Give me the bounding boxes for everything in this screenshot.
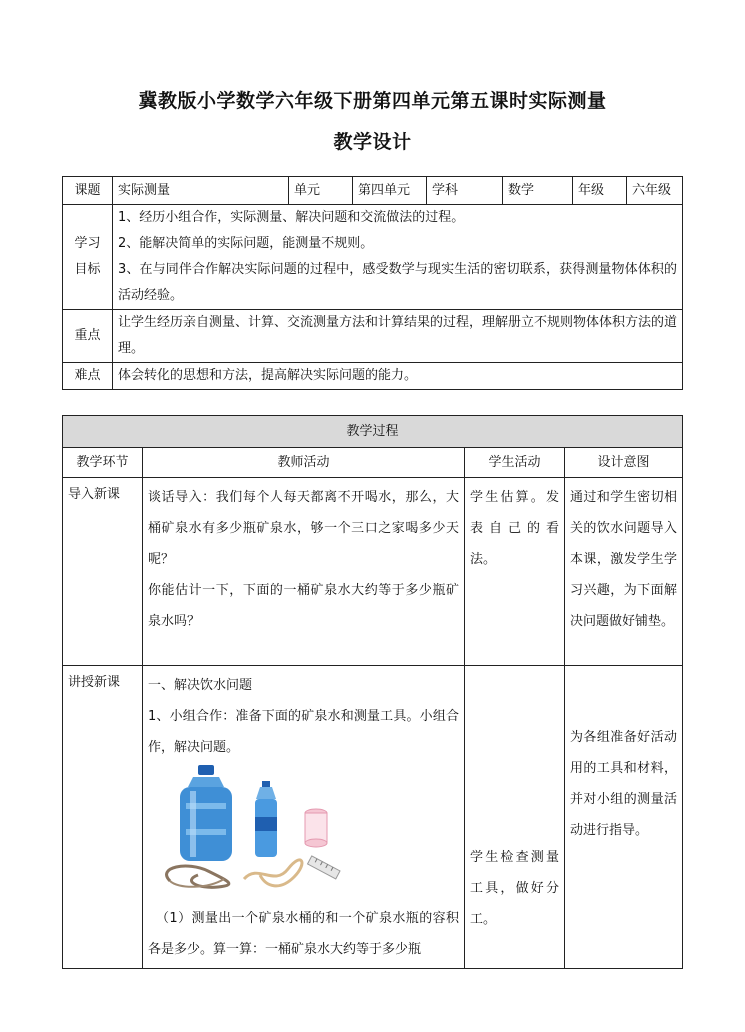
goals-content (113, 205, 683, 310)
column-stage: 教学环节 (63, 448, 143, 478)
topic-value: 实际测量 (113, 177, 289, 205)
student-intro: 学生估算。发表自己的看法。 (465, 478, 565, 666)
teaching-process-table (62, 415, 683, 969)
stage-new: 讲授新课 (63, 666, 143, 969)
teacher-paragraph: 1、小组合作：准备下面的矿泉水和测量工具。小组合作，解决问题。 (148, 709, 459, 755)
topic-label: 课题 (63, 177, 113, 205)
subject-value: 数学 (503, 177, 573, 205)
teacher-intro (143, 478, 465, 666)
materials-illustration (148, 763, 448, 903)
teacher-paragraph: （1）测量出一个矿泉水桶的和一个矿泉水瓶的容积各是多少。算一算：一桶矿泉水大约等于多少瓶 (148, 911, 459, 957)
ruler-icon (308, 856, 340, 879)
subject-label: 学科 (427, 177, 503, 205)
teacher-paragraph: 你能估计一下，下面的一桶矿泉水大约等于多少瓶矿泉水吗？ (148, 583, 459, 629)
student-new: 学生检查测量工具，做好分工。 (465, 666, 565, 969)
grade-label: 年级 (573, 177, 627, 205)
design-new: 为各组准备好活动用的工具和材料，并对小组的测量活动进行指导。 (565, 666, 683, 969)
goal-item: 1、经历小组合作，实际测量、解决问题和交流做法的过程。 (118, 210, 465, 225)
goals-label-line-2: 目标 (74, 262, 101, 277)
design-intro: 通过和学生密切相关的饮水问题导入本课，激发学生学习兴趣，为下面解决问题做好铺垫。 (565, 478, 683, 666)
difficulty-content: 体会转化的思想和方法，提高解决实际问题的能力。 (113, 363, 683, 390)
goal-item: 3、在与同伴合作解决实际问题的过程中，感受数学与现实生活的密切联系，获得测量物体体积的活动经验。 (118, 262, 677, 303)
goals-label (63, 205, 113, 310)
goals-label-line-1: 学习 (74, 236, 101, 251)
measuring-cup-icon (305, 809, 327, 847)
document-subtitle: 教学设计 (333, 131, 412, 153)
lesson-info-table (62, 176, 683, 390)
grade-value: 六年级 (627, 177, 683, 205)
column-design: 设计意图 (565, 448, 683, 478)
key-points-content: 让学生经历亲自测量、计算、交流测量方法和计算结果的过程，理解册立不规则物体体积方法的道理。 (113, 310, 683, 363)
goal-item: 2、能解决简单的实际问题，能测量不规则。 (118, 236, 374, 251)
teacher-new (143, 666, 465, 969)
teacher-paragraph: 一、解决饮水问题 (148, 678, 253, 693)
rope-icon (167, 866, 229, 887)
difficulty-label: 难点 (63, 363, 113, 390)
column-student: 学生活动 (465, 448, 565, 478)
stage-intro: 导入新课 (63, 478, 143, 666)
unit-value: 第四单元 (353, 177, 427, 205)
string-icon (244, 860, 302, 886)
document-title: 冀教版小学数学六年级下册第四单元第五课时实际测量 (138, 90, 607, 112)
water-bottle-icon (255, 781, 277, 857)
unit-label: 单元 (289, 177, 353, 205)
process-header: 教学过程 (63, 416, 683, 448)
teacher-paragraph: 谈话导入：我们每个人每天都离不开喝水，那么，大桶矿泉水有多少瓶矿泉水，够一个三口之家喝多少天呢？ (148, 490, 459, 567)
water-and-tools-illustration (148, 763, 448, 903)
water-jug-icon (180, 765, 232, 861)
column-teacher: 教师活动 (143, 448, 465, 478)
key-points-label: 重点 (63, 310, 113, 363)
